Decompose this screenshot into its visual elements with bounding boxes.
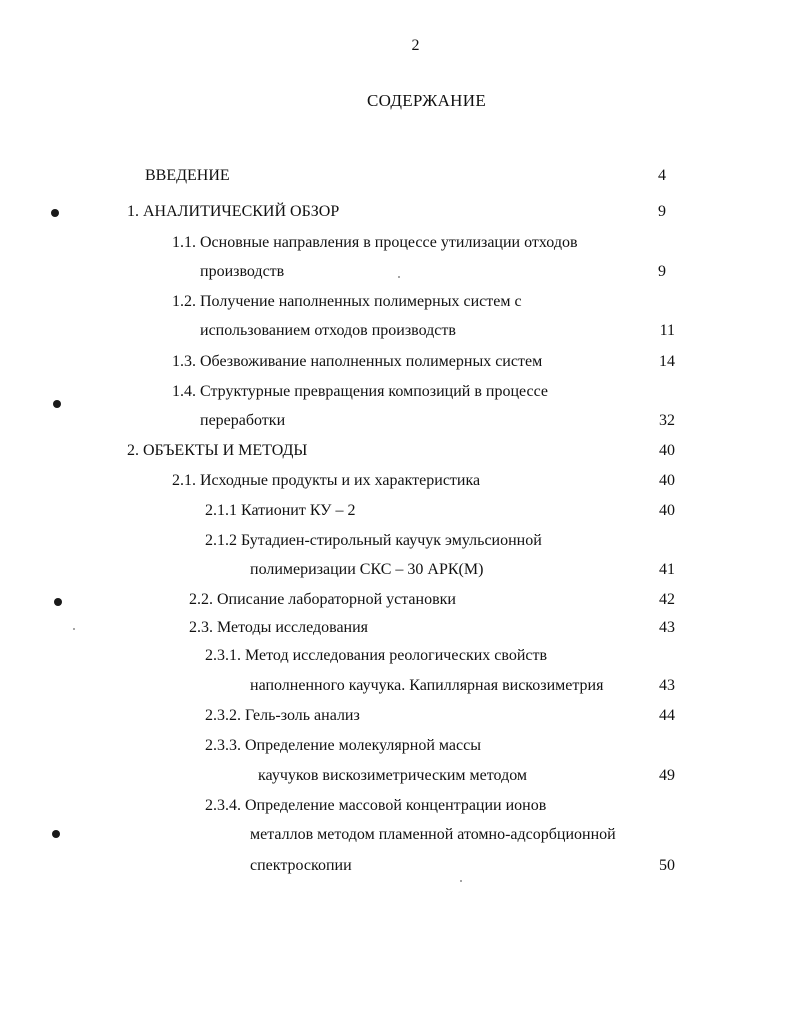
toc-page-2-3-2: 44 (659, 707, 675, 724)
toc-page-chapter-2: 40 (659, 442, 675, 459)
toc-entry-chapter-1: 1. АНАЛИТИЧЕСКИЙ ОБЗОР (127, 203, 340, 220)
toc-page-2-2: 42 (659, 591, 675, 608)
punch-hole-mark (52, 830, 60, 838)
toc-entry-2-1-2-line2: полимеризации СКС – 30 АРК(М) (250, 561, 484, 578)
toc-page-2-1-1: 40 (659, 502, 675, 519)
toc-page-2-3: 43 (659, 619, 675, 636)
toc-entry-2-3-4-line3: спектроскопии (250, 857, 352, 874)
toc-entry-1-4-line2: переработки (200, 412, 286, 429)
punch-hole-mark (53, 400, 61, 408)
toc-entry-1-2-line2: использованием отходов производств (200, 322, 456, 339)
scan-speck (398, 276, 400, 278)
toc-entry-1-1-line2: производств (200, 263, 285, 280)
toc-entry-2-1-1: 2.1.1 Катионит КУ – 2 (205, 502, 356, 519)
toc-entry-1-3: 1.3. Обезвоживание наполненных полимерных систем (172, 353, 543, 370)
toc-entry-chapter-2: 2. ОБЪЕКТЫ И МЕТОДЫ (127, 442, 308, 459)
toc-page-2-3-1: 43 (659, 677, 675, 694)
toc-entry-2-1-2-line1: 2.1.2 Бутадиен-стирольный каучук эмульсионной (205, 532, 542, 549)
toc-page-2-3-4: 50 (659, 857, 675, 874)
toc-entry-2-3: 2.3. Методы исследования (189, 619, 369, 636)
toc-entry-2-1: 2.1. Исходные продукты и их характеристика (172, 472, 481, 489)
toc-page-chapter-1: 9 (658, 203, 666, 220)
toc-entry-2-3-2: 2.3.2. Гель-золь анализ (205, 707, 360, 724)
punch-hole-mark (51, 209, 59, 217)
toc-page-1-2: 11 (659, 322, 675, 339)
toc-page-introduction: 4 (658, 167, 666, 184)
scan-speck (460, 880, 462, 882)
toc-entry-2-2: 2.2. Описание лабораторной установки (189, 591, 456, 608)
toc-page-2-1-2: 41 (659, 561, 675, 578)
toc-entry-1-4-line1: 1.4. Структурные превращения композиций в процессе (172, 383, 549, 400)
toc-title: СОДЕРЖАНИЕ (366, 91, 487, 110)
toc-entry-2-3-4-line2: металлов методом пламенной атомно-адсорбционной (250, 826, 616, 843)
toc-page-2-1: 40 (659, 472, 675, 489)
toc-entry-introduction: ВВЕДЕНИЕ (145, 167, 230, 184)
scan-speck (73, 628, 75, 630)
toc-page-1-3: 14 (659, 353, 675, 370)
page-number: 2 (411, 37, 420, 54)
toc-page-1-4: 32 (659, 412, 675, 429)
toc-page-2-3-3: 49 (659, 767, 675, 784)
toc-entry-2-3-4-line1: 2.3.4. Определение массовой концентрации ионов (205, 797, 547, 814)
toc-entry-2-3-1-line2: наполненного каучука. Капиллярная вискозиметрия (250, 677, 604, 694)
toc-entry-2-3-3-line1: 2.3.3. Определение молекулярной массы (205, 737, 481, 754)
toc-entry-1-1-line1: 1.1. Основные направления в процессе утилизации отходов (172, 234, 578, 251)
punch-hole-mark (54, 598, 62, 606)
toc-entry-2-3-1-line1: 2.3.1. Метод исследования реологических свойств (205, 647, 548, 664)
toc-entry-1-2-line1: 1.2. Получение наполненных полимерных систем с (172, 293, 522, 310)
toc-entry-2-3-3-line2: каучуков вискозиметрическим методом (258, 767, 528, 784)
toc-page-1-1: 9 (658, 263, 666, 280)
